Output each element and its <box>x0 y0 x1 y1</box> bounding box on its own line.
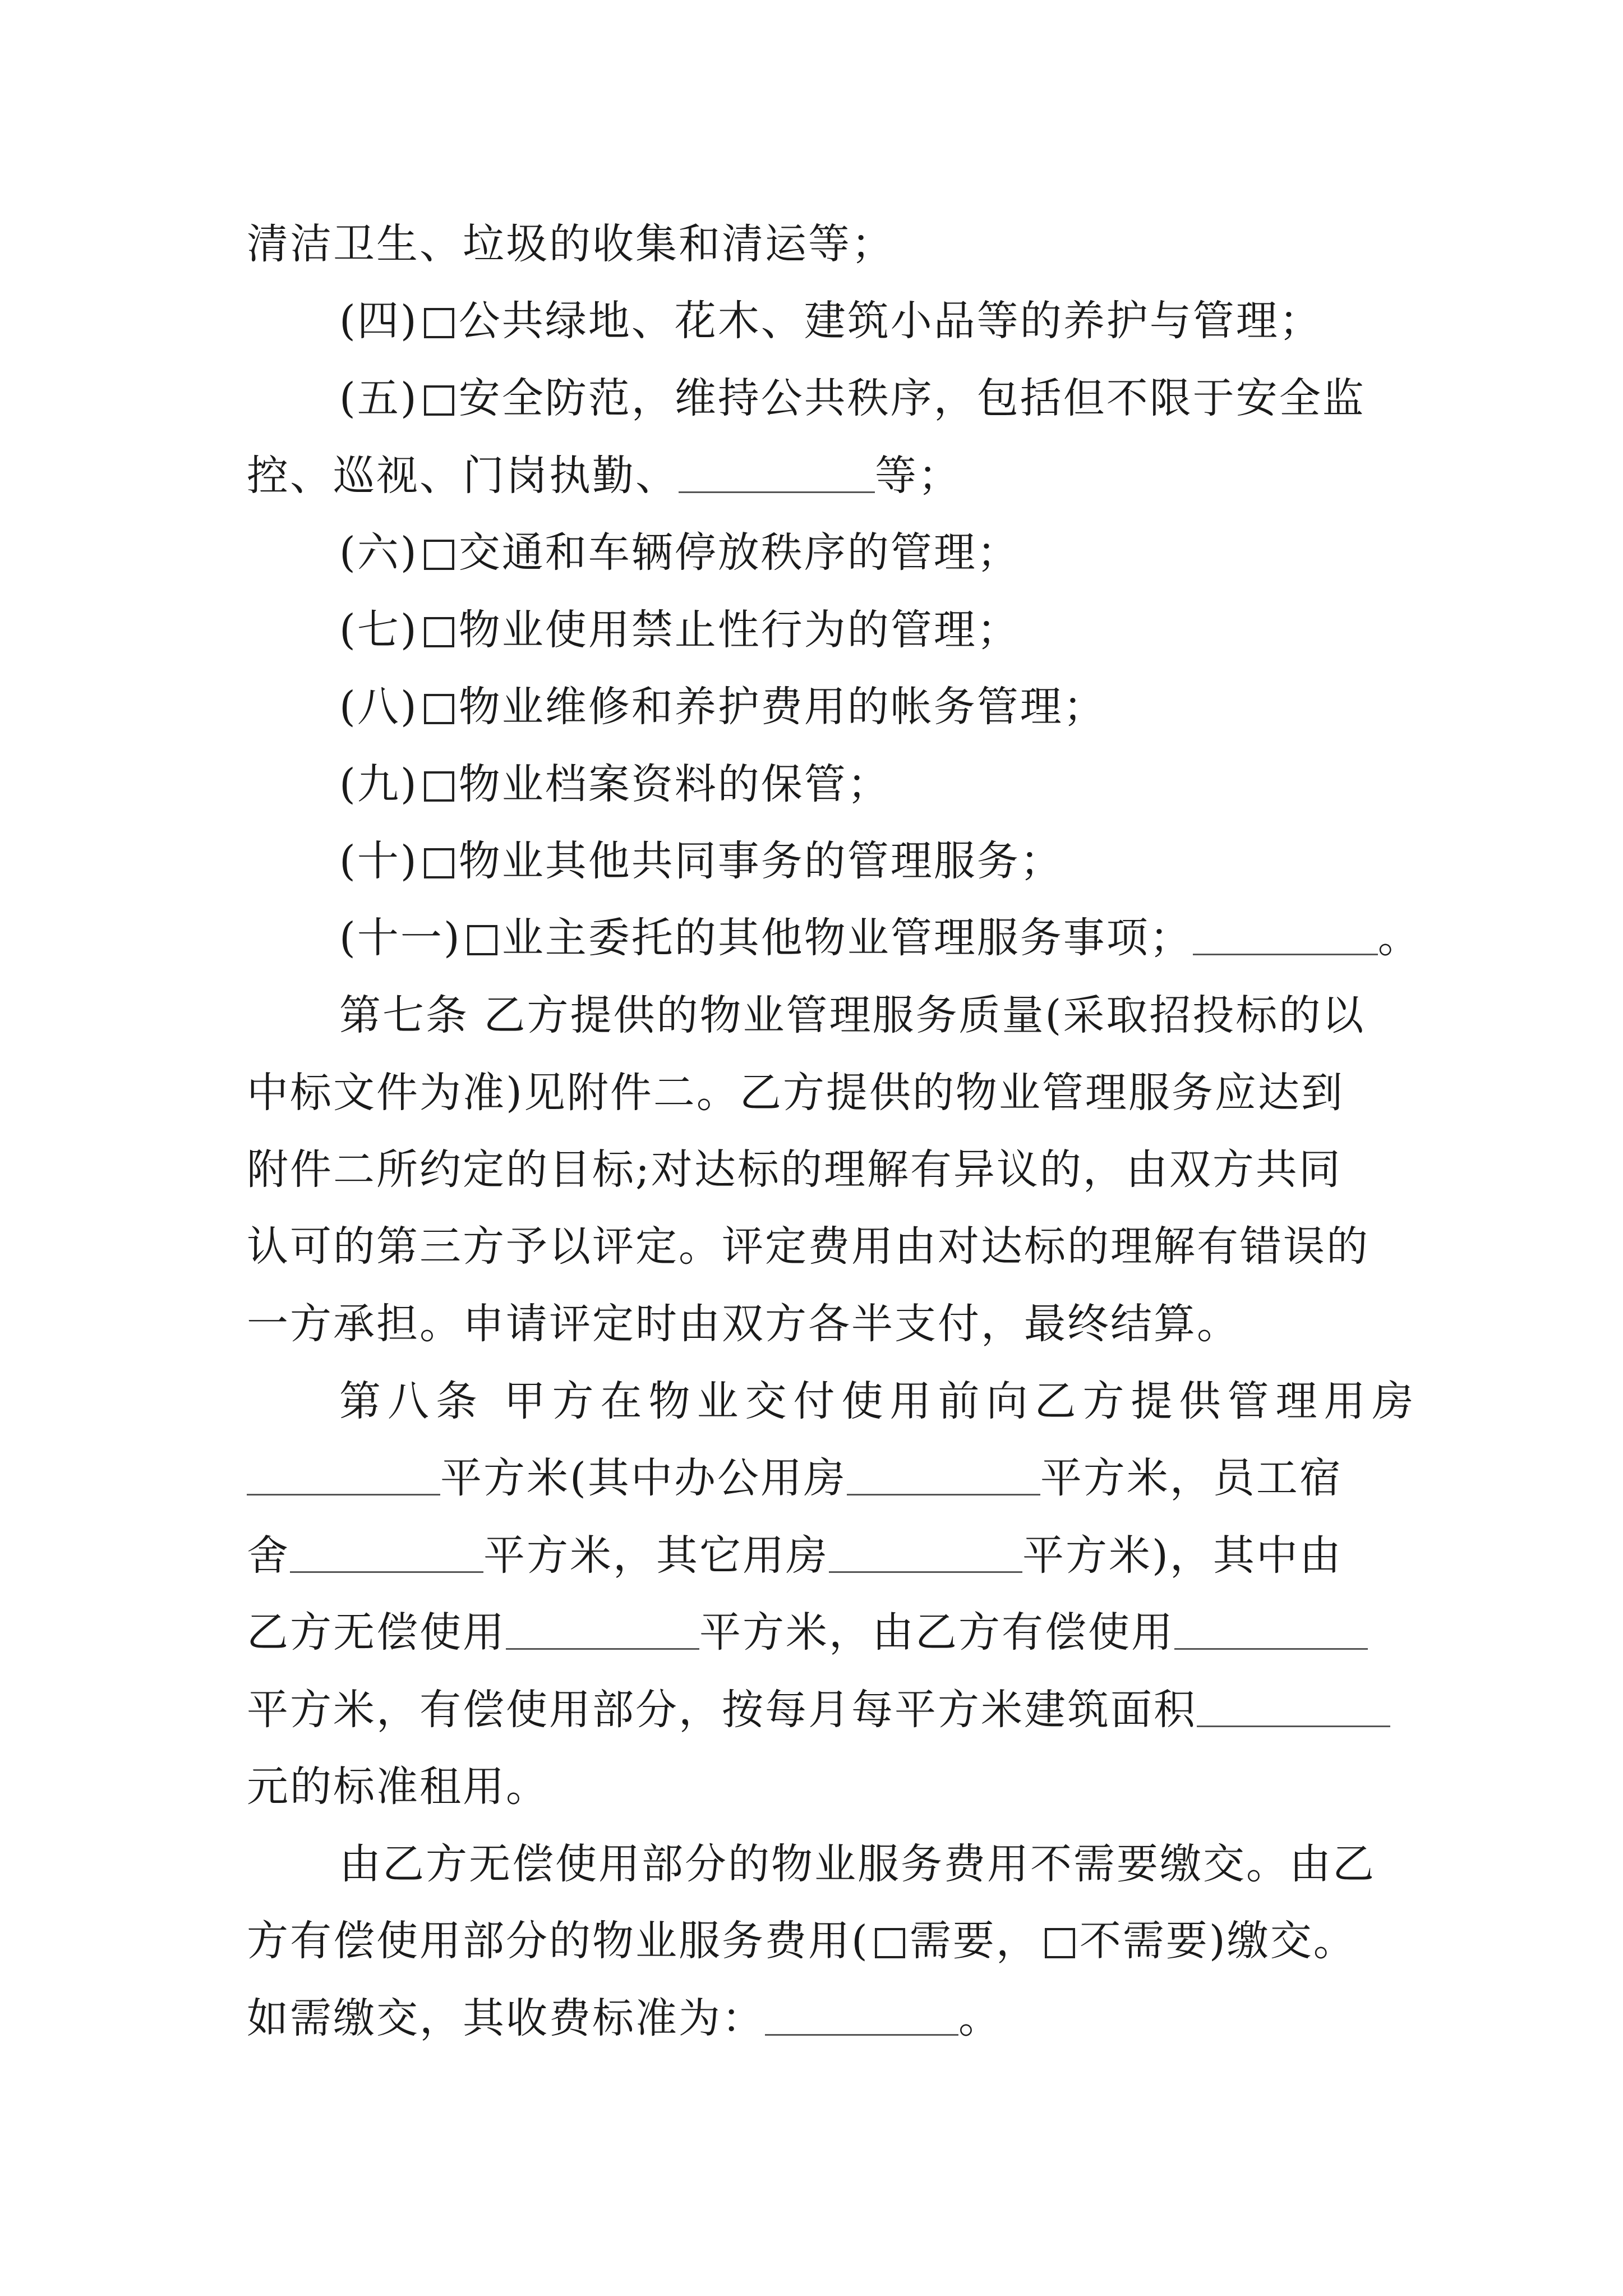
checkbox[interactable] <box>424 385 454 416</box>
checkbox[interactable] <box>424 617 454 647</box>
line-text: 如需缴交，其收费标准为： <box>247 1994 765 2042</box>
option-label: 需要， <box>909 1917 1039 1965</box>
text-line <box>247 1604 1368 1660</box>
fill-blank[interactable] <box>1174 1614 1368 1650</box>
text-line <box>247 216 895 272</box>
fill-blank[interactable] <box>1197 1692 1390 1727</box>
line-text: 方有偿使用部分的物业服务费用( <box>247 1917 869 1965</box>
option-label: 不需要)缴交。 <box>1079 1917 1357 1965</box>
item-text: 安全防范，维持公共秩序，包括但不限于安全监 <box>458 374 1366 422</box>
item-text: 物业其他共同事务的管理服务； <box>458 837 1063 885</box>
item-number: (九) <box>339 760 418 808</box>
item-number: (五) <box>339 374 418 422</box>
checkbox[interactable] <box>424 308 454 338</box>
line-text: 一方承担。申请评定时由双方各半支付，最终结算。 <box>247 1300 1240 1348</box>
line-text: 等； <box>875 452 961 500</box>
text-line <box>247 1990 1002 2046</box>
text-line <box>247 1450 1343 1506</box>
checkbox[interactable] <box>424 848 454 878</box>
item-text: 公共绿地、花木、建筑小品等的养护与管理； <box>458 297 1322 345</box>
list-item-8 <box>339 679 1106 735</box>
fill-blank[interactable] <box>247 1460 440 1496</box>
line-text: 。 <box>958 1994 1002 2042</box>
article-8-heading-line <box>339 1373 1421 1429</box>
line-text: 舍 <box>247 1531 290 1580</box>
text-line <box>247 1296 1240 1352</box>
line-text: 中标文件为准)见附件二。乙方提供的物业管理服务应达到 <box>247 1069 1344 1117</box>
item-text: 业主委托的其他物业管理服务事项； <box>501 914 1193 962</box>
line-text: 由乙方无偿使用部分的物业服务费用不需要缴交。由乙 <box>339 1840 1376 1888</box>
text-line <box>247 1759 549 1815</box>
fill-blank[interactable] <box>847 1460 1040 1496</box>
list-item-4 <box>339 293 1322 349</box>
checkbox[interactable] <box>424 540 454 570</box>
line-text: 平方米(其中办公用房 <box>440 1454 847 1502</box>
item-text: 物业使用禁止性行为的管理； <box>458 606 1020 654</box>
item-number: (七) <box>339 606 418 654</box>
text-line <box>247 448 961 504</box>
line-text: 。 <box>1377 914 1421 962</box>
text-line <box>247 1065 1344 1121</box>
line-text: 乙方无偿使用 <box>247 1608 506 1657</box>
list-item-6 <box>339 524 1020 581</box>
fill-blank[interactable] <box>290 1538 483 1573</box>
list-item-7 <box>339 602 1020 658</box>
checkbox[interactable] <box>424 771 454 802</box>
line-text: 第七条 乙方提供的物业管理服务质量(采取招投标的以 <box>339 991 1366 1039</box>
line-text: 平方米，其它用房 <box>483 1531 829 1580</box>
line-text: 清洁卫生、垃圾的收集和清运等； <box>247 220 895 268</box>
fill-blank[interactable] <box>679 458 875 493</box>
fill-blank[interactable] <box>765 2000 958 2036</box>
line-text: 附件二所约定的目标;对达标的理解有异议的，由双方共同 <box>247 1145 1342 1194</box>
checkbox[interactable] <box>424 694 454 724</box>
text-line <box>247 1527 1343 1584</box>
checkbox-required[interactable] <box>875 1928 905 1958</box>
item-number: (八) <box>339 683 418 731</box>
line-text: 元的标准租用。 <box>247 1763 549 1811</box>
item-number: (六) <box>339 528 418 577</box>
item-number: (四) <box>339 297 418 345</box>
line-text: 平方米，有偿使用部分，按每月每平方米建筑面积 <box>247 1686 1197 1734</box>
text-line <box>247 1682 1390 1738</box>
text-line <box>247 1218 1370 1274</box>
line-text: 控、巡视、门岗执勤、 <box>247 452 679 500</box>
item-number: (十) <box>339 837 418 885</box>
line-text: 平方米)，其中由 <box>1022 1531 1343 1580</box>
fill-blank[interactable] <box>1193 920 1378 955</box>
item-text: 物业档案资料的保管； <box>458 760 891 808</box>
text-line <box>339 1836 1376 1892</box>
item-text: 交通和车辆停放秩序的管理； <box>458 528 1020 577</box>
list-item-10 <box>339 833 1063 889</box>
checkbox-not-required[interactable] <box>1045 1928 1075 1958</box>
item-number: (十一) <box>339 914 462 962</box>
line-text: 认可的第三方予以评定。评定费用由对达标的理解有错误的 <box>247 1222 1370 1271</box>
fill-blank[interactable] <box>829 1538 1022 1573</box>
list-item-5 <box>339 370 1366 426</box>
fill-blank[interactable] <box>506 1614 699 1650</box>
checkbox[interactable] <box>467 925 497 955</box>
text-line <box>247 1913 1357 1969</box>
article-7-heading-line <box>339 987 1365 1043</box>
item-text: 物业维修和养护费用的帐务管理； <box>458 683 1106 731</box>
text-line <box>247 1142 1342 1198</box>
line-text: 平方米，员工宿 <box>1040 1454 1343 1502</box>
list-item-11 <box>339 910 1421 966</box>
line-text: 第八条 甲方在物业交付使用前向乙方提供管理用房 <box>339 1377 1421 1425</box>
list-item-9 <box>339 756 891 812</box>
line-text: 平方米，由乙方有偿使用 <box>699 1608 1174 1657</box>
